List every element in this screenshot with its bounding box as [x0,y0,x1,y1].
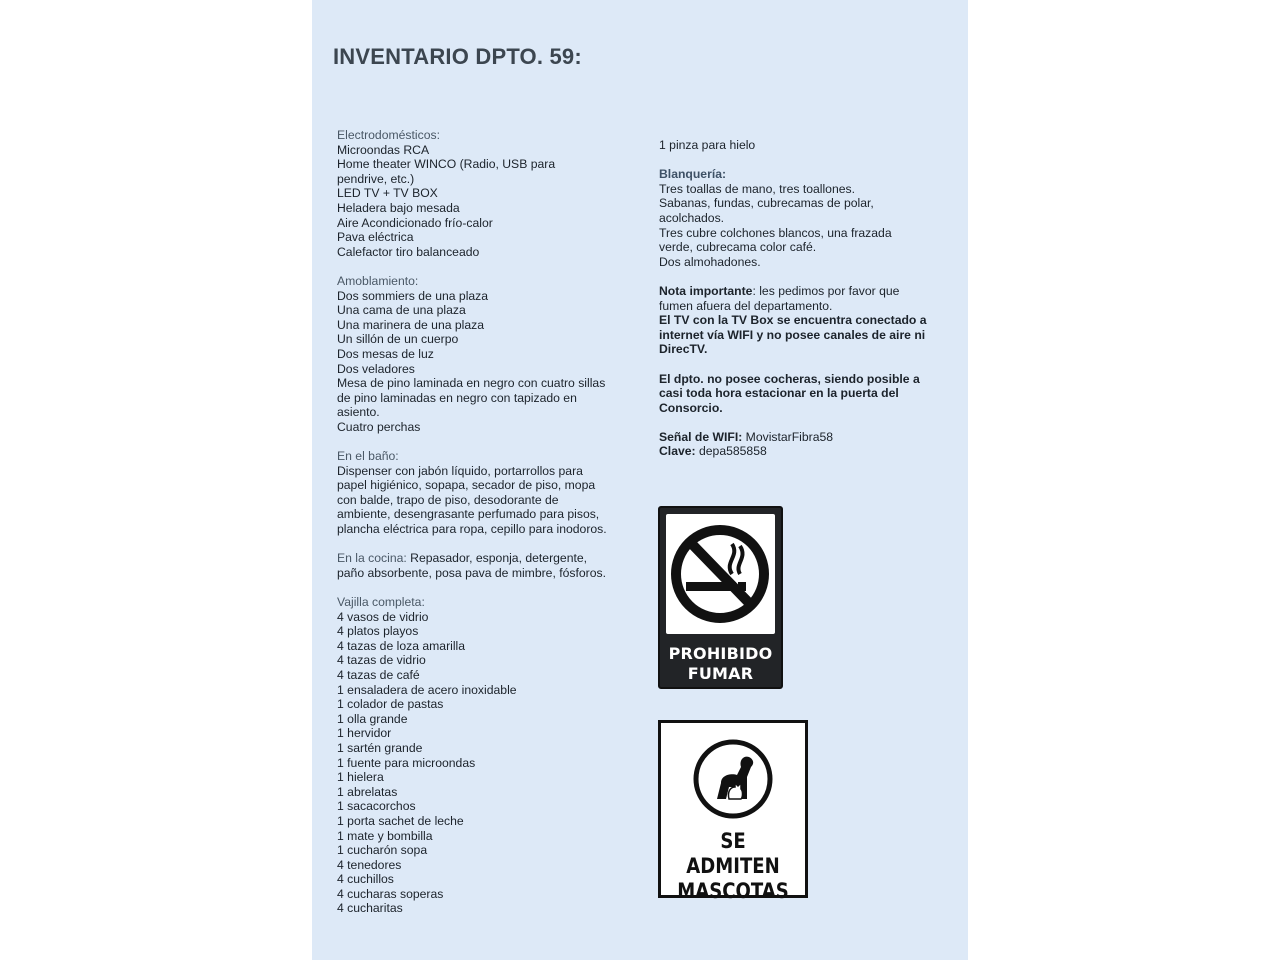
list-item: Sabanas, fundas, cubrecamas de polar, [659,196,874,211]
list-item: Dos veladores [337,361,415,376]
list-item: LED TV + TV BOX [337,186,438,201]
nota-text: : les pedimos por favor que [752,283,900,298]
clave-label: Clave: [659,444,696,459]
list-item: 4 platos playos [337,624,419,639]
list-item: 1 porta sachet de leche [337,813,464,828]
no-smoking-label [660,644,781,684]
item-list [337,464,627,537]
list-item: 1 sacacorchos [337,799,416,814]
list-item: 1 pinza para hielo [659,138,756,152]
list-item: Heladera bajo mesada [337,200,460,215]
wifi-value: MovistarFibra58 [742,429,834,444]
list-item: ambiente, desengrasante perfumado para pisos, [337,507,600,522]
list-item: 1 olla grande [337,711,408,726]
dog-cat-icon [691,737,775,821]
list-item: de pino laminadas en negro con tapizado en [337,390,577,405]
section-wifi [659,430,949,459]
pets-allowed-sign [658,720,808,903]
list-item: 1 abrelatas [337,784,398,799]
list-item: 1 fuente para microondas [337,755,476,770]
section-heading: En la cocina: [337,551,407,566]
item-list [337,289,627,435]
section-electrodomesticos [337,128,627,259]
list-item: Mesa de pino laminada en negro con cuatro sillas [337,376,606,391]
section-amoblamiento [337,274,627,435]
cocina-text: paño absorbente, posa pava de mimbre, fósforos. [337,565,606,580]
nota-bold-line: DirecTV. [659,342,708,357]
section-nota [659,284,949,357]
section-heading: En el baño: [337,449,399,464]
pets-allowed-label [671,829,795,904]
section-heading: Vajilla completa: [337,595,425,609]
list-item: papel higiénico, sopapa, secador de piso, mopa [337,478,596,493]
list-item: Cuatro perchas [337,419,421,434]
list-item: 4 cucharitas [337,901,403,916]
clave-value: depa585858 [695,444,767,459]
list-item: 1 cucharón sopa [337,843,428,858]
list-item: Dos mesas de luz [337,346,434,361]
list-item: verde, cubrecama color café. [659,240,817,255]
list-item: acolchados. [659,210,725,225]
sign-text: MASCOTAS [677,879,789,903]
item-list [337,143,627,260]
list-item: 4 cuchillos [337,872,394,887]
list-item: 1 hielera [337,770,384,785]
list-item: Dos almohadones. [659,254,761,269]
list-item: 4 tenedores [337,857,402,872]
sign-text: PROHIBIDO [668,644,773,663]
sign-text: FUMAR [687,664,754,683]
list-item: Una marinera de una plaza [337,317,485,332]
list-item: asiento. [337,405,380,420]
list-item: 4 cucharas soperas [337,886,444,901]
list-item: Dispenser con jabón líquido, portarrollos para [337,463,583,478]
section-heading: Amoblamiento: [337,273,419,288]
list-item: Tres toallas de mano, tres toallones. [659,181,855,196]
list-item: Un sillón de un cuerpo [337,332,459,347]
cocheras-line: El dpto. no posee cocheras, siendo posible a [659,371,920,386]
section-blanqueria [659,167,949,269]
nota-bold-text [659,313,949,357]
no-smoking-sign [658,506,783,689]
list-item: pendrive, etc.) [337,171,415,186]
list-item: Una cama de una plaza [337,303,466,318]
nota-label: Nota importante [659,283,753,298]
list-item: plancha eléctrica para ropa, cepillo para inodoros. [337,522,607,537]
cocheras-line: casi toda hora estacionar en la puerta del [659,386,899,401]
cocina-text: Repasador, esponja, detergente, [406,551,588,566]
list-item: Aire Acondicionado frío-calor [337,215,493,230]
nota-bold-line: El TV con la TV Box se encuentra conectado a [659,313,927,328]
left-column [337,128,627,931]
list-item: 1 sartén grande [337,740,423,755]
list-item: Calefactor tiro balanceado [337,244,480,259]
list-item: 4 tazas de vidrio [337,653,426,668]
cocheras-text [659,372,949,416]
wifi-label: Señal de WIFI: [659,429,743,444]
document-page [312,0,968,960]
list-item: 1 hervidor [337,726,392,741]
nota-bold-line: internet vía WIFI y no posee canales de aire ni [659,327,926,342]
no-smoking-icon [666,514,775,634]
section-cocheras [659,372,949,416]
right-column [659,138,949,474]
list-item: 1 mate y bombilla [337,828,433,843]
item-list [659,182,949,270]
list-item: 4 tazas de loza amarilla [337,638,466,653]
list-item: 4 tazas de café [337,667,420,682]
list-item: con balde, trapo de piso, desodorante de [337,492,559,507]
list-item: 4 vasos de vidrio [337,609,429,624]
section-cocina [337,551,627,580]
list-item: Dos sommiers de una plaza [337,288,489,303]
sign-text: SE ADMITEN [686,829,780,878]
cocheras-line: Consorcio. [659,400,723,415]
list-item: Tres cubre colchones blancos, una frazada [659,225,892,240]
list-item: Pava eléctrica [337,230,414,245]
item-list [337,610,627,916]
section-heading: Electrodomésticos: [337,128,440,142]
list-item: Home theater WINCO (Radio, USB para [337,157,556,172]
section-vajilla [337,595,627,916]
document-title: INVENTARIO DPTO. 59: [333,44,582,69]
list-item: Microondas RCA [337,142,430,157]
section-heading: Blanquería: [659,167,727,182]
list-item: 1 ensaladera de acero inoxidable [337,682,517,697]
section-pinza [659,138,949,153]
section-bano [337,449,627,537]
nota-text: fumen afuera del departamento. [659,298,833,313]
list-item: 1 colador de pastas [337,697,444,712]
